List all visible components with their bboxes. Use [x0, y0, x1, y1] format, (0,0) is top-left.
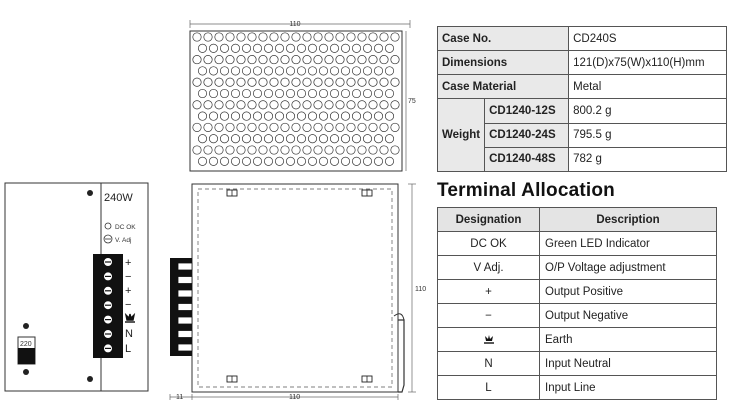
top-plate: [190, 31, 402, 171]
v-adj-label: V. Adj: [115, 237, 132, 244]
case-no-label: Case No.: [438, 27, 569, 51]
description-cell: O/P Voltage adjustment: [540, 256, 717, 280]
case-material-value: Metal: [569, 75, 727, 99]
dc-ok-label: DC OK: [115, 224, 136, 231]
table-row: [438, 328, 717, 352]
description-cell: Output Negative: [540, 304, 717, 328]
dimensions-label: Dimensions: [438, 51, 569, 75]
designation-cell: +: [438, 280, 540, 304]
terminal-allocation-table: [437, 207, 717, 400]
description-cell: Green LED Indicator: [540, 232, 717, 256]
top-height-dim: 75: [408, 98, 416, 105]
case-no-value: CD240S: [569, 27, 727, 51]
designation-cell: L: [438, 376, 540, 400]
case-material-label: Case Material: [438, 75, 569, 99]
designation-cell: V Adj.: [438, 256, 540, 280]
svg-text:−: −: [125, 271, 132, 283]
description-cell: Input Neutral: [540, 352, 717, 376]
front-view-drawing: [4, 182, 154, 394]
terminal-allocation-title: Terminal Allocation: [437, 180, 615, 201]
description-cell: Output Positive: [540, 280, 717, 304]
table-row: [438, 232, 717, 256]
side-case: [192, 184, 398, 392]
description-cell: Earth: [540, 328, 717, 352]
weight-value: 782 g: [569, 147, 727, 171]
dimensions-value: 121(D)x75(W)x110(H)mm: [569, 51, 727, 75]
designation-cell: [438, 328, 540, 352]
fuse-label: 220: [20, 341, 32, 348]
designation-cell: DC OK: [438, 232, 540, 256]
table-row: [438, 304, 717, 328]
model-label: 240W: [104, 192, 133, 204]
col-description: Description: [540, 208, 717, 232]
svg-text:+: +: [125, 285, 132, 297]
side-width-dim: 110: [289, 394, 301, 401]
weight-model: CD1240-12S: [485, 99, 569, 123]
svg-text:L: L: [125, 343, 132, 355]
designation-cell: −: [438, 304, 540, 328]
weight-value: 800.2 g: [569, 99, 727, 123]
weight-label: Weight: [438, 99, 485, 172]
designation-cell: N: [438, 352, 540, 376]
weight-model: CD1240-48S: [485, 147, 569, 171]
side-view-drawing: [164, 180, 434, 402]
table-row: [438, 280, 717, 304]
din-clip: [398, 320, 404, 392]
table-row: [438, 352, 717, 376]
specification-table: [437, 26, 727, 172]
terminal-teeth: [178, 263, 192, 351]
table-row: [438, 256, 717, 280]
svg-text:−: −: [125, 299, 132, 311]
earth-icon: [482, 334, 496, 345]
table-row: [438, 376, 717, 400]
svg-text:N: N: [125, 328, 133, 340]
col-designation: Designation: [438, 208, 540, 232]
side-height-dim: 110: [415, 286, 427, 293]
weight-model: CD1240-24S: [485, 123, 569, 147]
description-cell: Input Line: [540, 376, 717, 400]
weight-value: 795.5 g: [569, 123, 727, 147]
side-offset-dim: 11: [176, 394, 184, 401]
top-width-dim: 110: [289, 21, 301, 28]
svg-text:+: +: [125, 257, 132, 269]
top-view-drawing: [180, 14, 415, 174]
